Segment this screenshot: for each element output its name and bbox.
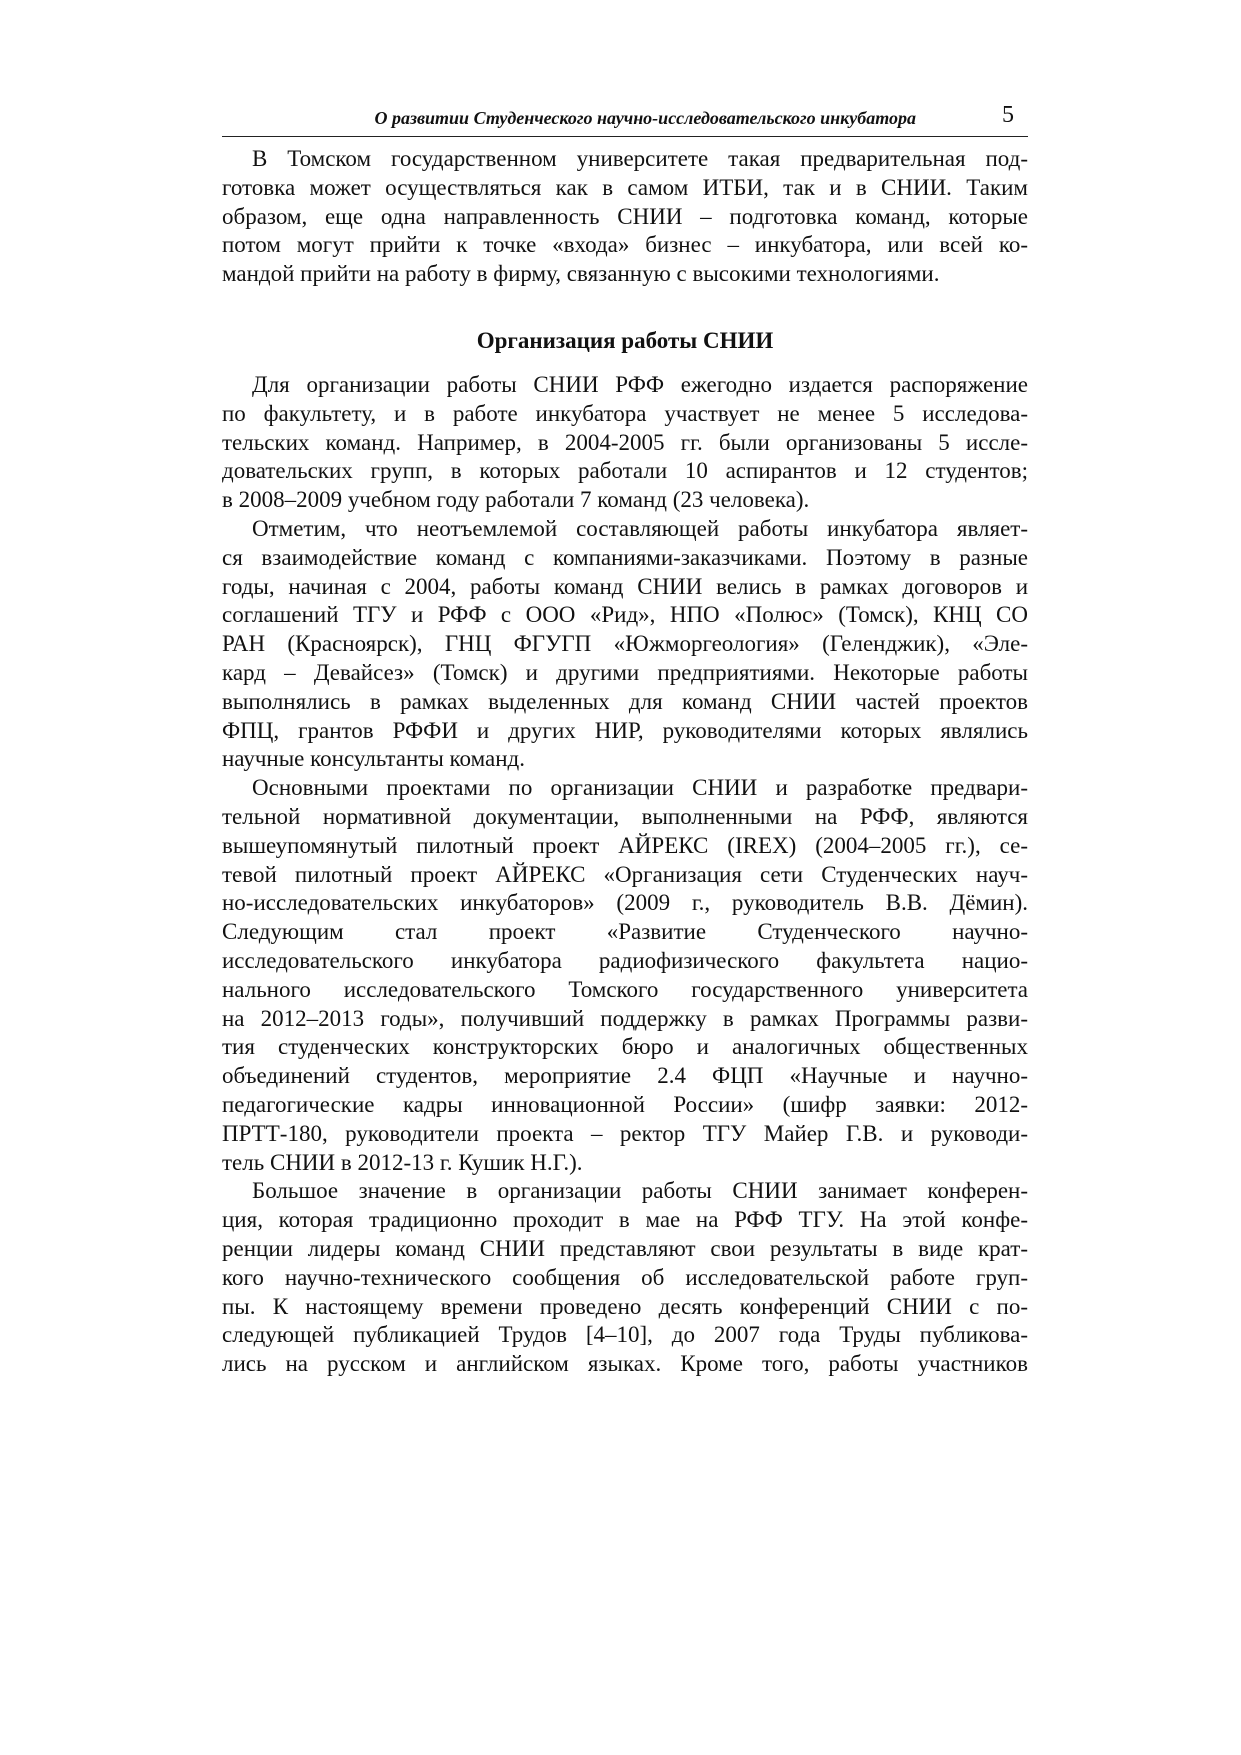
text-line: Большое значение в организации работы СНИИ занимает конферен- bbox=[252, 1178, 1028, 1204]
text-line: Следующим стал проект «Развитие Студенческого научно- bbox=[222, 919, 1028, 945]
paragraph bbox=[222, 515, 1028, 774]
text-line: ренции лидеры команд СНИИ представляют свои результаты в виде крат- bbox=[222, 1235, 1028, 1261]
text-line: кард – Девайсез» (Томск) и другими предприятиями. Некоторые работы bbox=[222, 659, 1028, 685]
text-line: довательских групп, в которых работали 10 аспирантов и 12 студентов; bbox=[222, 458, 1028, 484]
text-line: мандой прийти на работу в фирму, связанную с высокими технологиями. bbox=[222, 261, 940, 287]
text-line: готовка может осуществляться как в самом ИТБИ, так и в СНИИ. Таким bbox=[222, 174, 1028, 200]
text-line: В Томском государственном университете такая предварительная под- bbox=[252, 146, 1028, 171]
section-body bbox=[222, 371, 1028, 1379]
text-line: научные консультанты команд. bbox=[222, 746, 525, 772]
text-line: потом могут прийти к точке «входа» бизнес – инкубатора, или всей ко- bbox=[222, 232, 1028, 258]
section-heading: Организация работы СНИИ bbox=[476, 328, 774, 353]
header-divider bbox=[222, 136, 1028, 137]
text-line: но-исследовательских инкубаторов» (2009 г., руководитель В.В. Дёмин). bbox=[222, 890, 1028, 916]
text-line: Для организации работы СНИИ РФФ ежегодно издается распоряжение bbox=[252, 372, 1028, 397]
text-line: тевой пилотный проект АЙРЕКС «Организация сети Студенческих науч- bbox=[222, 861, 1028, 887]
text-line: образом, еще одна направленность СНИИ – подготовка команд, которые bbox=[222, 203, 1028, 229]
page-number: 5 bbox=[1002, 102, 1014, 128]
text-line: тельной нормативной документации, выполненными на РФФ, являются bbox=[222, 803, 1028, 829]
text-line: лись на русском и английском языках. Кроме того, работы участников bbox=[222, 1351, 1028, 1377]
text-line: выполнялись в рамках выделенных для команд СНИИ частей проектов bbox=[222, 688, 1028, 714]
text-line: кого научно-технического сообщения об исследовательской работе груп- bbox=[222, 1264, 1028, 1290]
text-line: годы, начиная с 2004, работы команд СНИИ велись в рамках договоров и bbox=[222, 573, 1028, 599]
text-line: по факультету, и в работе инкубатора участвует не менее 5 исследова- bbox=[222, 400, 1028, 426]
text-line: исследовательского инкубатора радиофизического факультета нацио- bbox=[222, 947, 1028, 973]
paragraph bbox=[222, 371, 1028, 515]
text-line: тель СНИИ в 2012-13 г. Кушик Н.Г.). bbox=[222, 1149, 583, 1175]
text-line: вышеупомянутый пилотный проект АЙРЕКС (IREX) (2004–2005 гг.), се- bbox=[222, 832, 1028, 858]
text-line: ция, которая традиционно проходит в мае на РФФ ТГУ. На этой конфе- bbox=[222, 1207, 1028, 1233]
paragraph bbox=[222, 774, 1028, 1177]
text-line: пы. К настоящему времени проведено десять конференций СНИИ с по- bbox=[222, 1293, 1028, 1319]
text-line: нального исследовательского Томского государственного университета bbox=[222, 976, 1028, 1002]
text-line: на 2012–2013 годы», получивший поддержку в рамках Программы разви- bbox=[222, 1005, 1028, 1031]
text-line: РАН (Красноярск), ГНЦ ФГУГП «Южморгеология» (Геленджик), «Эле- bbox=[222, 631, 1028, 657]
text-line: Отметим, что неотъемлемой составляющей работы инкубатора являет- bbox=[252, 515, 1028, 541]
text-line: объединений студентов, мероприятие 2.4 ФЦП «Научные и научно- bbox=[222, 1063, 1028, 1089]
paragraph bbox=[222, 145, 1028, 289]
text-line: следующей публикацией Трудов [4–10], до 2007 года Труды публикова- bbox=[222, 1322, 1028, 1348]
text-line: педагогические кадры инновационной России» (шифр заявки: 2012- bbox=[222, 1091, 1028, 1117]
intro-paragraph bbox=[222, 145, 1028, 289]
text-line: ФПЦ, грантов РФФИ и других НИР, руководителями которых являлись bbox=[222, 717, 1028, 743]
text-line: соглашений ТГУ и РФФ с ООО «Рид», НПО «Полюс» (Томск), КНЦ СО bbox=[222, 602, 1028, 628]
text-line: ПРТТ-180, руководители проекта – ректор ТГУ Майер Г.В. и руководи- bbox=[222, 1120, 1028, 1146]
text-line: ся взаимодействие команд с компаниями-заказчиками. Поэтому в разные bbox=[222, 544, 1028, 570]
text-line: тия студенческих конструкторских бюро и аналогичных общественных bbox=[222, 1034, 1028, 1060]
text-line: тельских команд. Например, в 2004-2005 гг. были организованы 5 иссле- bbox=[222, 429, 1028, 455]
paragraph bbox=[222, 1177, 1028, 1379]
text-line: Основными проектами по организации СНИИ и разработке предвари- bbox=[252, 775, 1028, 801]
running-header bbox=[222, 102, 1028, 136]
text-line: в 2008–2009 учебном году работали 7 команд (23 человека). bbox=[222, 487, 810, 513]
running-title: О развитии Студенческого научно-исследовательского инкубатора bbox=[374, 108, 916, 128]
